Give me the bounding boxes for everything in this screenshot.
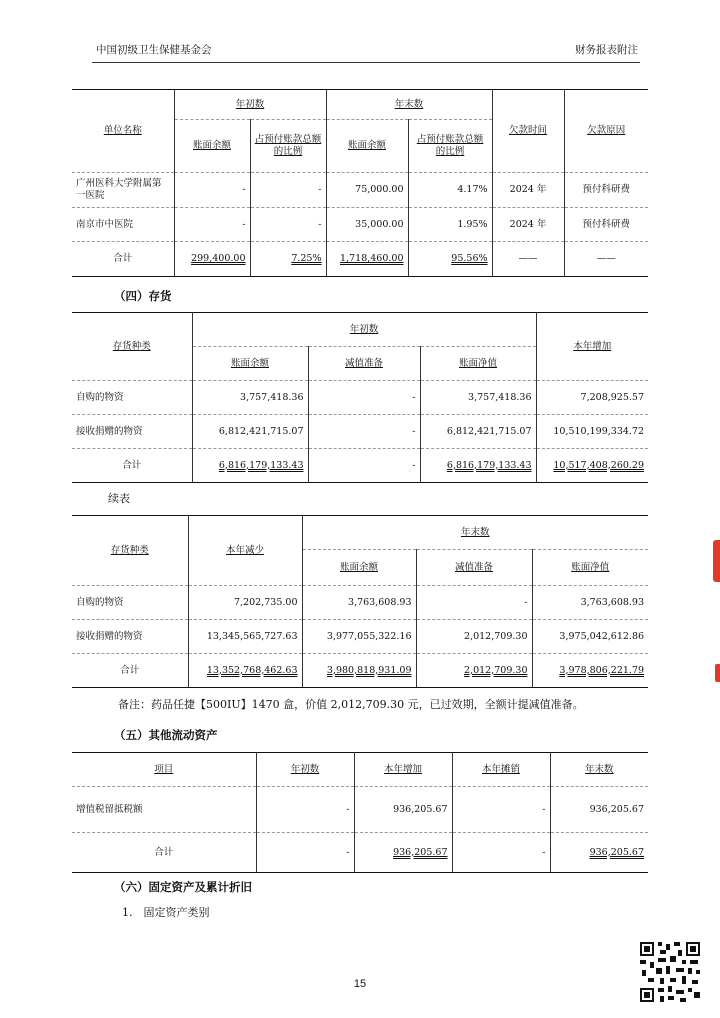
cell-value: 6,812,421,715.07 xyxy=(420,415,536,449)
qr-code xyxy=(638,940,702,1004)
col-header-net: 账面净值 xyxy=(420,347,536,381)
stamp-edge-mark xyxy=(715,664,720,682)
cell-value: - xyxy=(308,415,420,449)
col-header-end: 年末数 xyxy=(550,753,648,787)
other-current-assets-table xyxy=(72,752,648,873)
total-value: —— xyxy=(492,242,564,277)
cell-value: 2024 年 xyxy=(492,173,564,208)
cell-value: 3,975,042,612.86 xyxy=(532,620,648,654)
cell-value: 936,205.67 xyxy=(550,787,648,833)
row-label: 接收捐赠的物资 xyxy=(72,620,188,654)
col-header-amortization: 本年摊销 xyxy=(452,753,550,787)
total-row xyxy=(72,654,648,688)
subsection-heading: 1. 固定资产类别 xyxy=(122,906,210,919)
row-label: 增值税留抵税额 xyxy=(72,787,256,833)
col-header-begin: 年初数 xyxy=(192,313,536,347)
cell-value: 2024 年 xyxy=(492,208,564,242)
cell-value: 3,763,608.93 xyxy=(532,586,648,620)
total-value: —— xyxy=(564,242,648,277)
cell-value: - xyxy=(250,208,326,242)
row-label: 南京市中医院 xyxy=(72,208,174,242)
header-org-name: 中国初级卫生保健基金会 xyxy=(96,44,212,56)
stamp-edge-mark xyxy=(713,540,720,582)
total-label: 合计 xyxy=(72,833,256,873)
row-label: 自购的物资 xyxy=(72,586,188,620)
col-header-provision: 减值准备 xyxy=(308,347,420,381)
cell-value: 13,345,565,727.63 xyxy=(188,620,302,654)
cell-value: - xyxy=(174,173,250,208)
cell-value: 7,208,925.57 xyxy=(536,381,648,415)
cell-value: 4.17% xyxy=(408,173,492,208)
total-value: 13,352,768,462.63 xyxy=(188,654,302,688)
header-doc-title: 财务报表附注 xyxy=(575,44,638,56)
cell-value: 预付科研费 xyxy=(564,173,648,208)
section-heading-fixed-assets: （六）固定资产及累计折旧 xyxy=(114,880,252,894)
col-header-end: 年末数 xyxy=(302,516,648,550)
total-value: - xyxy=(308,449,420,483)
total-value: 936,205.67 xyxy=(550,833,648,873)
total-value: 7.25% xyxy=(250,242,326,277)
total-value: - xyxy=(452,833,550,873)
cell-value: - xyxy=(452,787,550,833)
continued-label: 续表 xyxy=(108,492,130,505)
total-row xyxy=(72,242,648,277)
table-row xyxy=(72,173,648,208)
col-header-increase: 本年增加 xyxy=(354,753,452,787)
cell-value: 936,205.67 xyxy=(354,787,452,833)
col-header-decrease: 本年减少 xyxy=(188,516,302,586)
table-row xyxy=(72,787,648,833)
col-header-balance-begin: 账面余额 xyxy=(174,120,250,173)
cell-value: - xyxy=(308,381,420,415)
col-header-item: 项目 xyxy=(72,753,256,787)
total-row xyxy=(72,449,648,483)
cell-value: - xyxy=(250,173,326,208)
table-row xyxy=(72,208,648,242)
cell-value: - xyxy=(256,787,354,833)
row-label: 自购的物资 xyxy=(72,381,192,415)
total-label: 合计 xyxy=(72,654,188,688)
cell-value: 7,202,735.00 xyxy=(188,586,302,620)
total-row xyxy=(72,833,648,873)
total-value: 3,980,818,931.09 xyxy=(302,654,416,688)
total-value: 2,012,709.30 xyxy=(416,654,532,688)
cell-value: 2,012,709.30 xyxy=(416,620,532,654)
cell-value: 10,510,199,334.72 xyxy=(536,415,648,449)
total-label: 合计 xyxy=(72,242,174,277)
col-header-type: 存货种类 xyxy=(72,516,188,586)
cell-value: 3,763,608.93 xyxy=(302,586,416,620)
section-heading-inventory: （四）存货 xyxy=(114,289,172,303)
cell-value: 35,000.00 xyxy=(326,208,408,242)
total-value: 1,718,460.00 xyxy=(326,242,408,277)
cell-value: 3,757,418.36 xyxy=(420,381,536,415)
table-row xyxy=(72,620,648,654)
col-header-net: 账面净值 xyxy=(532,550,648,586)
table-row xyxy=(72,415,648,449)
col-header-type: 存货种类 xyxy=(72,313,192,381)
inventory-table-continued xyxy=(72,515,648,688)
section-heading-other-current-assets: （五）其他流动资产 xyxy=(114,728,218,742)
col-header-provision: 减值准备 xyxy=(416,550,532,586)
row-label: 广州医科大学附属第一医院 xyxy=(72,173,174,208)
col-header-increase: 本年增加 xyxy=(536,313,648,381)
col-header-balance: 账面余额 xyxy=(302,550,416,586)
col-header-unit: 单位名称 xyxy=(72,90,174,173)
col-header-ratio-begin: 占预付账款总额的比例 xyxy=(250,120,326,173)
col-header-begin: 年初数 xyxy=(174,90,326,120)
total-label: 合计 xyxy=(72,449,192,483)
cell-value: - xyxy=(416,586,532,620)
total-value: - xyxy=(256,833,354,873)
inventory-table xyxy=(72,312,648,483)
table-row xyxy=(72,586,648,620)
col-header-balance-end: 账面余额 xyxy=(326,120,408,173)
total-value: 299,400.00 xyxy=(174,242,250,277)
header-rule xyxy=(92,62,640,63)
cell-value: 预付科研费 xyxy=(564,208,648,242)
cell-value: 6,812,421,715.07 xyxy=(192,415,308,449)
cell-value: 1.95% xyxy=(408,208,492,242)
total-value: 936,205.67 xyxy=(354,833,452,873)
col-header-ratio-end: 占预付账款总额的比例 xyxy=(408,120,492,173)
table-row xyxy=(72,381,648,415)
page-number: 15 xyxy=(353,978,367,990)
col-header-balance: 账面余额 xyxy=(192,347,308,381)
col-header-time: 欠款时间 xyxy=(492,90,564,173)
col-header-reason: 欠款原因 xyxy=(564,90,648,173)
row-label: 接收捐赠的物资 xyxy=(72,415,192,449)
cell-value: - xyxy=(174,208,250,242)
inventory-note: 备注：药品任捷【500IU】1470 盒，价值 2,012,709.30 元，已过效期，全额计提减值准备。 xyxy=(118,698,584,711)
cell-value: 3,757,418.36 xyxy=(192,381,308,415)
total-value: 6,816,179,133.43 xyxy=(420,449,536,483)
cell-value: 75,000.00 xyxy=(326,173,408,208)
prepayment-table xyxy=(72,89,648,277)
col-header-end: 年末数 xyxy=(326,90,492,120)
col-header-begin: 年初数 xyxy=(256,753,354,787)
total-value: 3,978,806,221.79 xyxy=(532,654,648,688)
total-value: 10,517,408,260.29 xyxy=(536,449,648,483)
total-value: 95.56% xyxy=(408,242,492,277)
cell-value: 3,977,055,322.16 xyxy=(302,620,416,654)
total-value: 6,816,179,133.43 xyxy=(192,449,308,483)
